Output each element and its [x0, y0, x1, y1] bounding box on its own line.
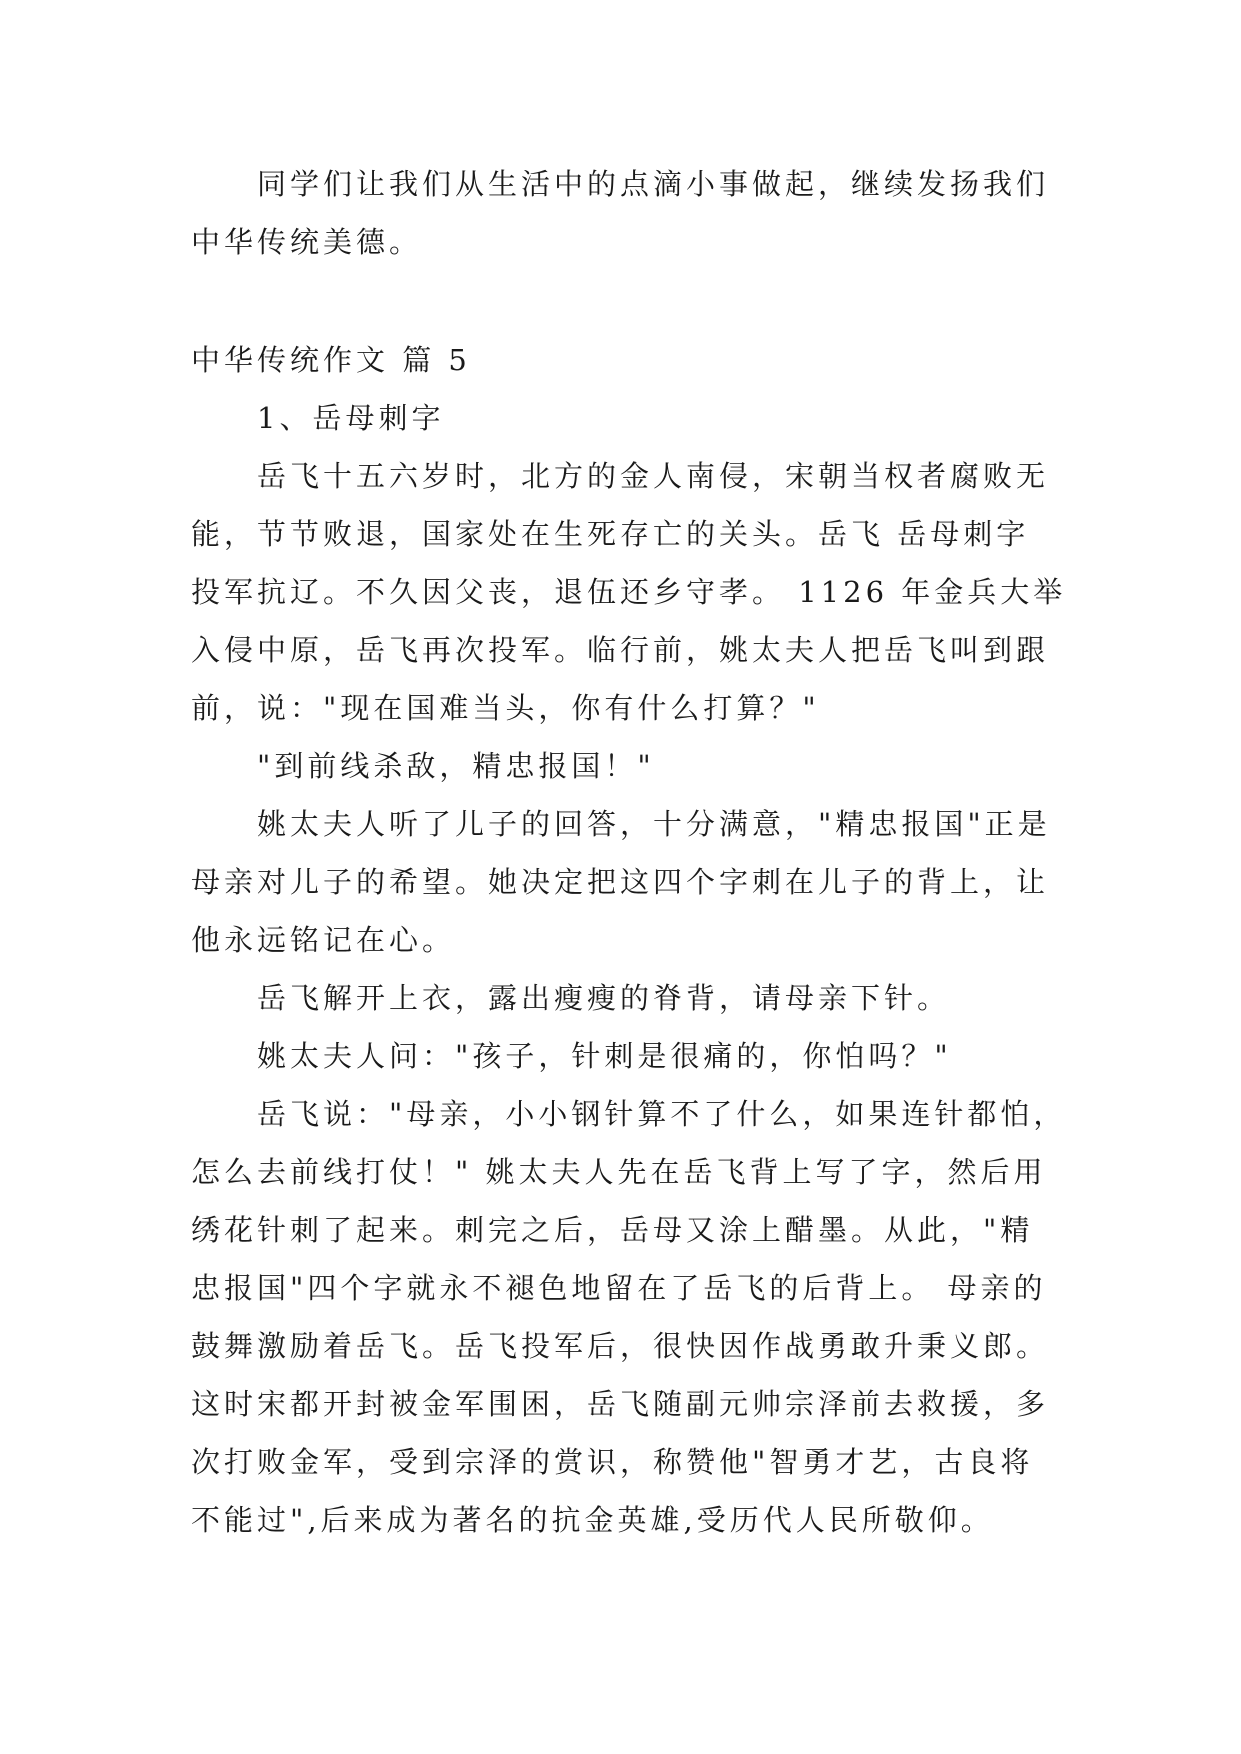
text-line: 他永远铭记在心。 [191, 923, 456, 957]
text-line: 鼓舞激励着岳飞。岳飞投军后，很快因作战勇敢升秉义郎。 [191, 1329, 1050, 1363]
text-line: 忠报国"四个字就永不褪色地留在了岳飞的后背上。 母亲的 [191, 1271, 1047, 1305]
text-line: 同学们让我们从生活中的点滴小事做起，继续发扬我们 [257, 167, 1050, 201]
text-line: 怎么去前线打仗！" 姚太夫人先在岳飞背上写了字，然后用 [191, 1155, 1047, 1189]
text-line: 岳飞解开上衣，露出瘦瘦的脊背，请母亲下针。 [257, 981, 951, 1015]
section-subheading: 1、岳母刺字 [257, 401, 445, 435]
text-line: 次打败金军，受到宗泽的赏识，称赞他"智勇才艺，古良将 [191, 1445, 1034, 1479]
text-line: 岳飞十五六岁时，北方的金人南侵，宋朝当权者腐败无 [257, 459, 1050, 493]
text-line: 绣花针刺了起来。刺完之后，岳母又涂上醋墨。从此，"精 [191, 1213, 1034, 1247]
text-line: 前，说："现在国难当头，你有什么打算？" [191, 691, 820, 725]
text-line: 岳飞说："母亲，小小钢针算不了什么，如果连针都怕， [257, 1097, 1067, 1131]
text-line: "到前线杀敌，精忠报国！" [257, 749, 655, 783]
text-line: 姚太夫人问："孩子，针刺是很痛的，你怕吗？" [257, 1039, 952, 1073]
text-line: 能，节节败退，国家处在生死存亡的关头。岳飞 岳母刺字 [191, 517, 1030, 551]
text-line: 这时宋都开封被金军围困，岳飞随副元帅宗泽前去救援，多 [191, 1387, 1050, 1421]
text-line: 不能过",后来成为著名的抗金英雄,受历代人民所敬仰。 [191, 1503, 994, 1537]
text-line: 姚太夫人听了儿子的回答，十分满意，"精忠报国"正是 [257, 807, 1051, 841]
text-line: 母亲对儿子的希望。她决定把这四个字刺在儿子的背上，让 [191, 865, 1050, 899]
text-line: 中华传统美德。 [191, 225, 423, 259]
text-line: 入侵中原，岳飞再次投军。临行前，姚太夫人把岳飞叫到跟 [191, 633, 1050, 667]
section-heading: 中华传统作文 篇 5 [191, 343, 471, 377]
text-line: 投军抗辽。不久因父丧，退伍还乡守孝。 1126 年金兵大举 [191, 575, 1067, 609]
